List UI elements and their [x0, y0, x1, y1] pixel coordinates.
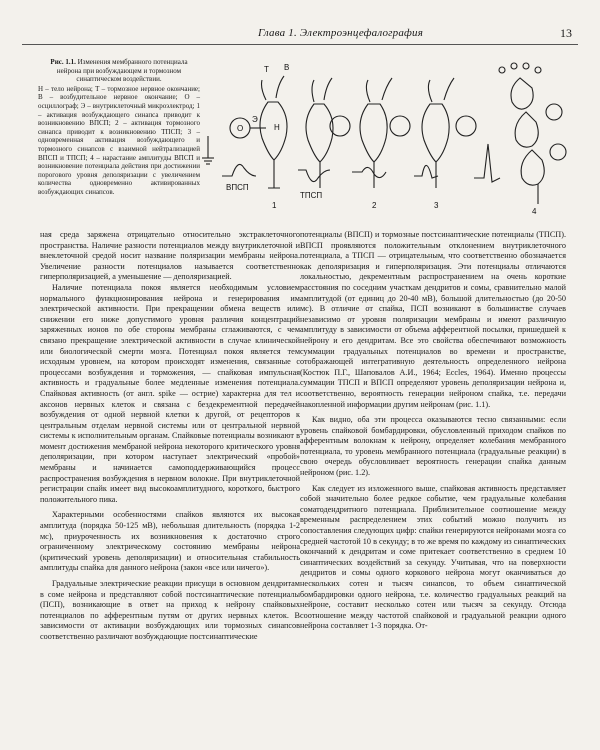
oscilloscope-5b	[550, 144, 566, 160]
label-4: 4	[532, 207, 537, 216]
oscilloscope-3	[390, 116, 410, 136]
label-tpsp: ТПСП	[300, 191, 323, 200]
left-paragraph-3: Характерными особенностями спайков являются их высокая амплитуда (порядка 50-125 мВ), небольшая длительность (порядка 1-2 мс), приуроченность их возникновения к достаточно строго ограниченному электрическому состоянию мембраны нейрона (критический уровень деполяризации) и относительная стабильность амплитуды спайка для данного нейрона (закон «все или ничего»).	[40, 510, 300, 573]
caption-body: Н – тело нейрона; Т – тормозное нервное окончание; В – возбудительное нервное окончание; О – осциллограф; Э – внутриклеточный микроэлектрод; 1 – активация возбуждающего синапса приводит к возникновению ВПСП; 2 – активация тормозного синапса приводит к возникновению ТПСП; 3 – одновременная активация возбуждающего и тормозного синапсов с взаимной нейтрализацией ВПСП и ТПСП; 4 – нарастание амплитуды ВПСП и возникновение потенциала действия при достижении порогового уровня деполяризации с увеличением количества одновременно активированных возбуждающих синапсов.	[38, 84, 200, 196]
oscilloscope-4	[456, 116, 476, 136]
neuron-diagram	[202, 58, 576, 216]
neuron-5a-body	[511, 78, 533, 109]
neuron-4-body	[422, 78, 454, 162]
caption-title-block	[38, 58, 200, 84]
label-1: 1	[272, 201, 277, 210]
label-e: Э	[252, 115, 258, 124]
label-2: 2	[372, 201, 377, 210]
neuron-3-body	[360, 78, 392, 162]
figure-caption	[38, 58, 200, 197]
caption-label: Рис. 1.1.	[50, 58, 76, 66]
label-t: Т	[264, 65, 269, 74]
neuron-figure	[202, 58, 576, 216]
left-paragraph-1: ная среда заряжена отрицательно относительно экстраклеточного пространства. Наличие разности потенциалов между внутриклеточной и внеклеточной средой носит название поляризации мембраны нейрона. Увеличение разности потенциалов называется соответственно гиперполяризацией, а уменьшение — деполяризацией.	[40, 230, 300, 282]
neuron-1-body	[260, 76, 287, 160]
left-paragraph-2: Наличие потенциала покоя является необходимым условием нормального функционирования нейрона и генерирования им электрической активности. При прекращении обмена веществ или снижении его ниже допустимого уровня различия концентраций заряженных ионов по обе стороны мембраны сглаживаются, с чем связано прекращение электрической активности в случае клинической или биологической смерти мозга. Потенциал покоя является тем исходным уровнем, на котором происходят изменения, связанные с процессами возбуждения и торможения, — спайковая импульсная активность и градуальные более медленные изменения потенциала. Спайковая активность (от англ. spike — острие) характерна для тел и аксонов нервных клеток и связана с бездекрементной передачей возбуждения от одной нервной клетки к другой, от рецепторов к центральным отделам нервной системы или от центральной нервной системы к исполнительным органам. Спайковые потенциалы возникают в момент достижения мембраной нейрона некоторого критического уровня деполяризации, при котором наступает электрический «пробой» мембраны и начинается самоподдерживающийся процесс распространения возбуждения в нервном волокне. При внутриклеточной регистрации спайк имеет вид высокоамплитудного, короткого, быстрого положительного пика.	[40, 282, 300, 504]
label-o: О	[237, 124, 244, 133]
vpsp-trace	[222, 164, 256, 176]
spike-trace-3	[414, 165, 438, 178]
synapse-terminal-3	[523, 63, 529, 69]
synapse-terminal-2	[511, 63, 517, 69]
neuron-1-axon	[268, 160, 280, 188]
synapse-terminal-4	[535, 67, 541, 73]
label-vpsp: ВПСП	[226, 183, 249, 192]
synapse-terminal-1	[499, 67, 505, 73]
label-3: 3	[434, 201, 439, 210]
running-header	[22, 24, 578, 45]
tpsp-trace	[298, 170, 330, 182]
spike-trace-4	[474, 144, 500, 182]
mixed-trace	[352, 167, 386, 177]
oscilloscope-5a	[546, 104, 562, 120]
right-text-column	[300, 230, 566, 632]
label-b: В	[284, 63, 290, 72]
page-number: 13	[560, 26, 572, 40]
left-text-column	[40, 230, 300, 643]
label-h: Н	[274, 123, 280, 132]
left-paragraph-4: Градуальные электрические реакции присущи в основном дендритам в соме нейрона и представляют собой постсинаптические потенциалы (ПСП), возникающие в ответ на приход к нейрону спайковых потенциалов по афферентным путям от других нервных клеток. В зависимости от активации возбуждающих или тормозных синапсов соответственно различают возбуждающие постсинаптические	[40, 579, 300, 641]
right-paragraph-2: Как видно, оба эти процесса оказываются тесно связанными: если уровень спайковой бомбардировки, обусловленный приходом спайков по афферентным волокнам к нейрону, определяет колебания мембранного потенциала, то уровень мембранного потенциала (градуальные реакции) в свою очередь обусловливает вероятность генерации спайка данным нейроном (рис. 1.2).	[300, 415, 566, 478]
caption-title: Изменения мембранного потенциала нейрона при возбуждающем и тормозном синаптическом воздействии.	[56, 58, 188, 84]
neuron-2-body	[306, 78, 333, 162]
chapter-title: Глава 1. Электроэнцефалография	[258, 27, 424, 39]
right-paragraph-3: Как следует из изложенного выше, спайковая активность представляет собой значительно более редкое событие, чем градуальные колебания соматодендритного потенциала. Приблизительное соотношение между временным распределением этих событий можно получить из сопоставления следующих цифр: спайки генерируются нейронами мозга со средней частотой 10 в секунду; в то же время по каждому из синаптических окончаний к дендритам и соме притекает соответственно в среднем 10 синаптических воздействий за секунду. Учитывая, что на поверхности дендритов и сомы одного коркового нейрона могут оканчиваться до нескольких сотен и тысяч синапсов, то объем синаптической бомбардировки одного нейрона, т.е. количество градуальных реакций на нейроне, составит несколько сотен или тысяч за секунду. Отсюда соотношение между частотой спайковой и градуальной реакции одного нейрона составляет 1-3 порядка. От-	[300, 483, 566, 631]
neuron-5c-body	[521, 150, 544, 185]
neuron-5b-body	[515, 112, 538, 147]
right-paragraph-1: потенциалы (ВПСП) и тормозные постсинаптические потенциалы (ТПСП). ВПСП проявляются положительным отклонением внутриклеточного потенциала, а ТПСП — отрицательным, что соответственно обозначается как деполяризация и гиперполяризация. Эти потенциалы отличаются локальностью, декрементным распространением на очень короткие расстояния по соседним участкам дендритов и сомы, сравнительно малой амплитудой (от единиц до 20-40 мВ), большой длительностью (до 20-50 мс). В отличие от спайка, ПСП возникают в большинстве случаев независимо от уровня поляризации мембраны и имеют различную амплитуду в зависимости от объема афферентной посылки, пришедшей к нейрону и его дендритам. Все это свойства обеспечивают возможность суммации градуальных потенциалов во времени и пространстве, отображающей интегративную деятельность определенного нейрона (Костюк П.Г., Шаповалов А.И., 1964; Eccles, 1964). Именно процессы суммации ТПСП и ВПСП определяют уровень деполяризации нейрона и, соответственно, вероятность генерации нейроном спайка, т.е. передачи накопленной информации другим нейронам (рис. 1.1).	[300, 230, 566, 409]
